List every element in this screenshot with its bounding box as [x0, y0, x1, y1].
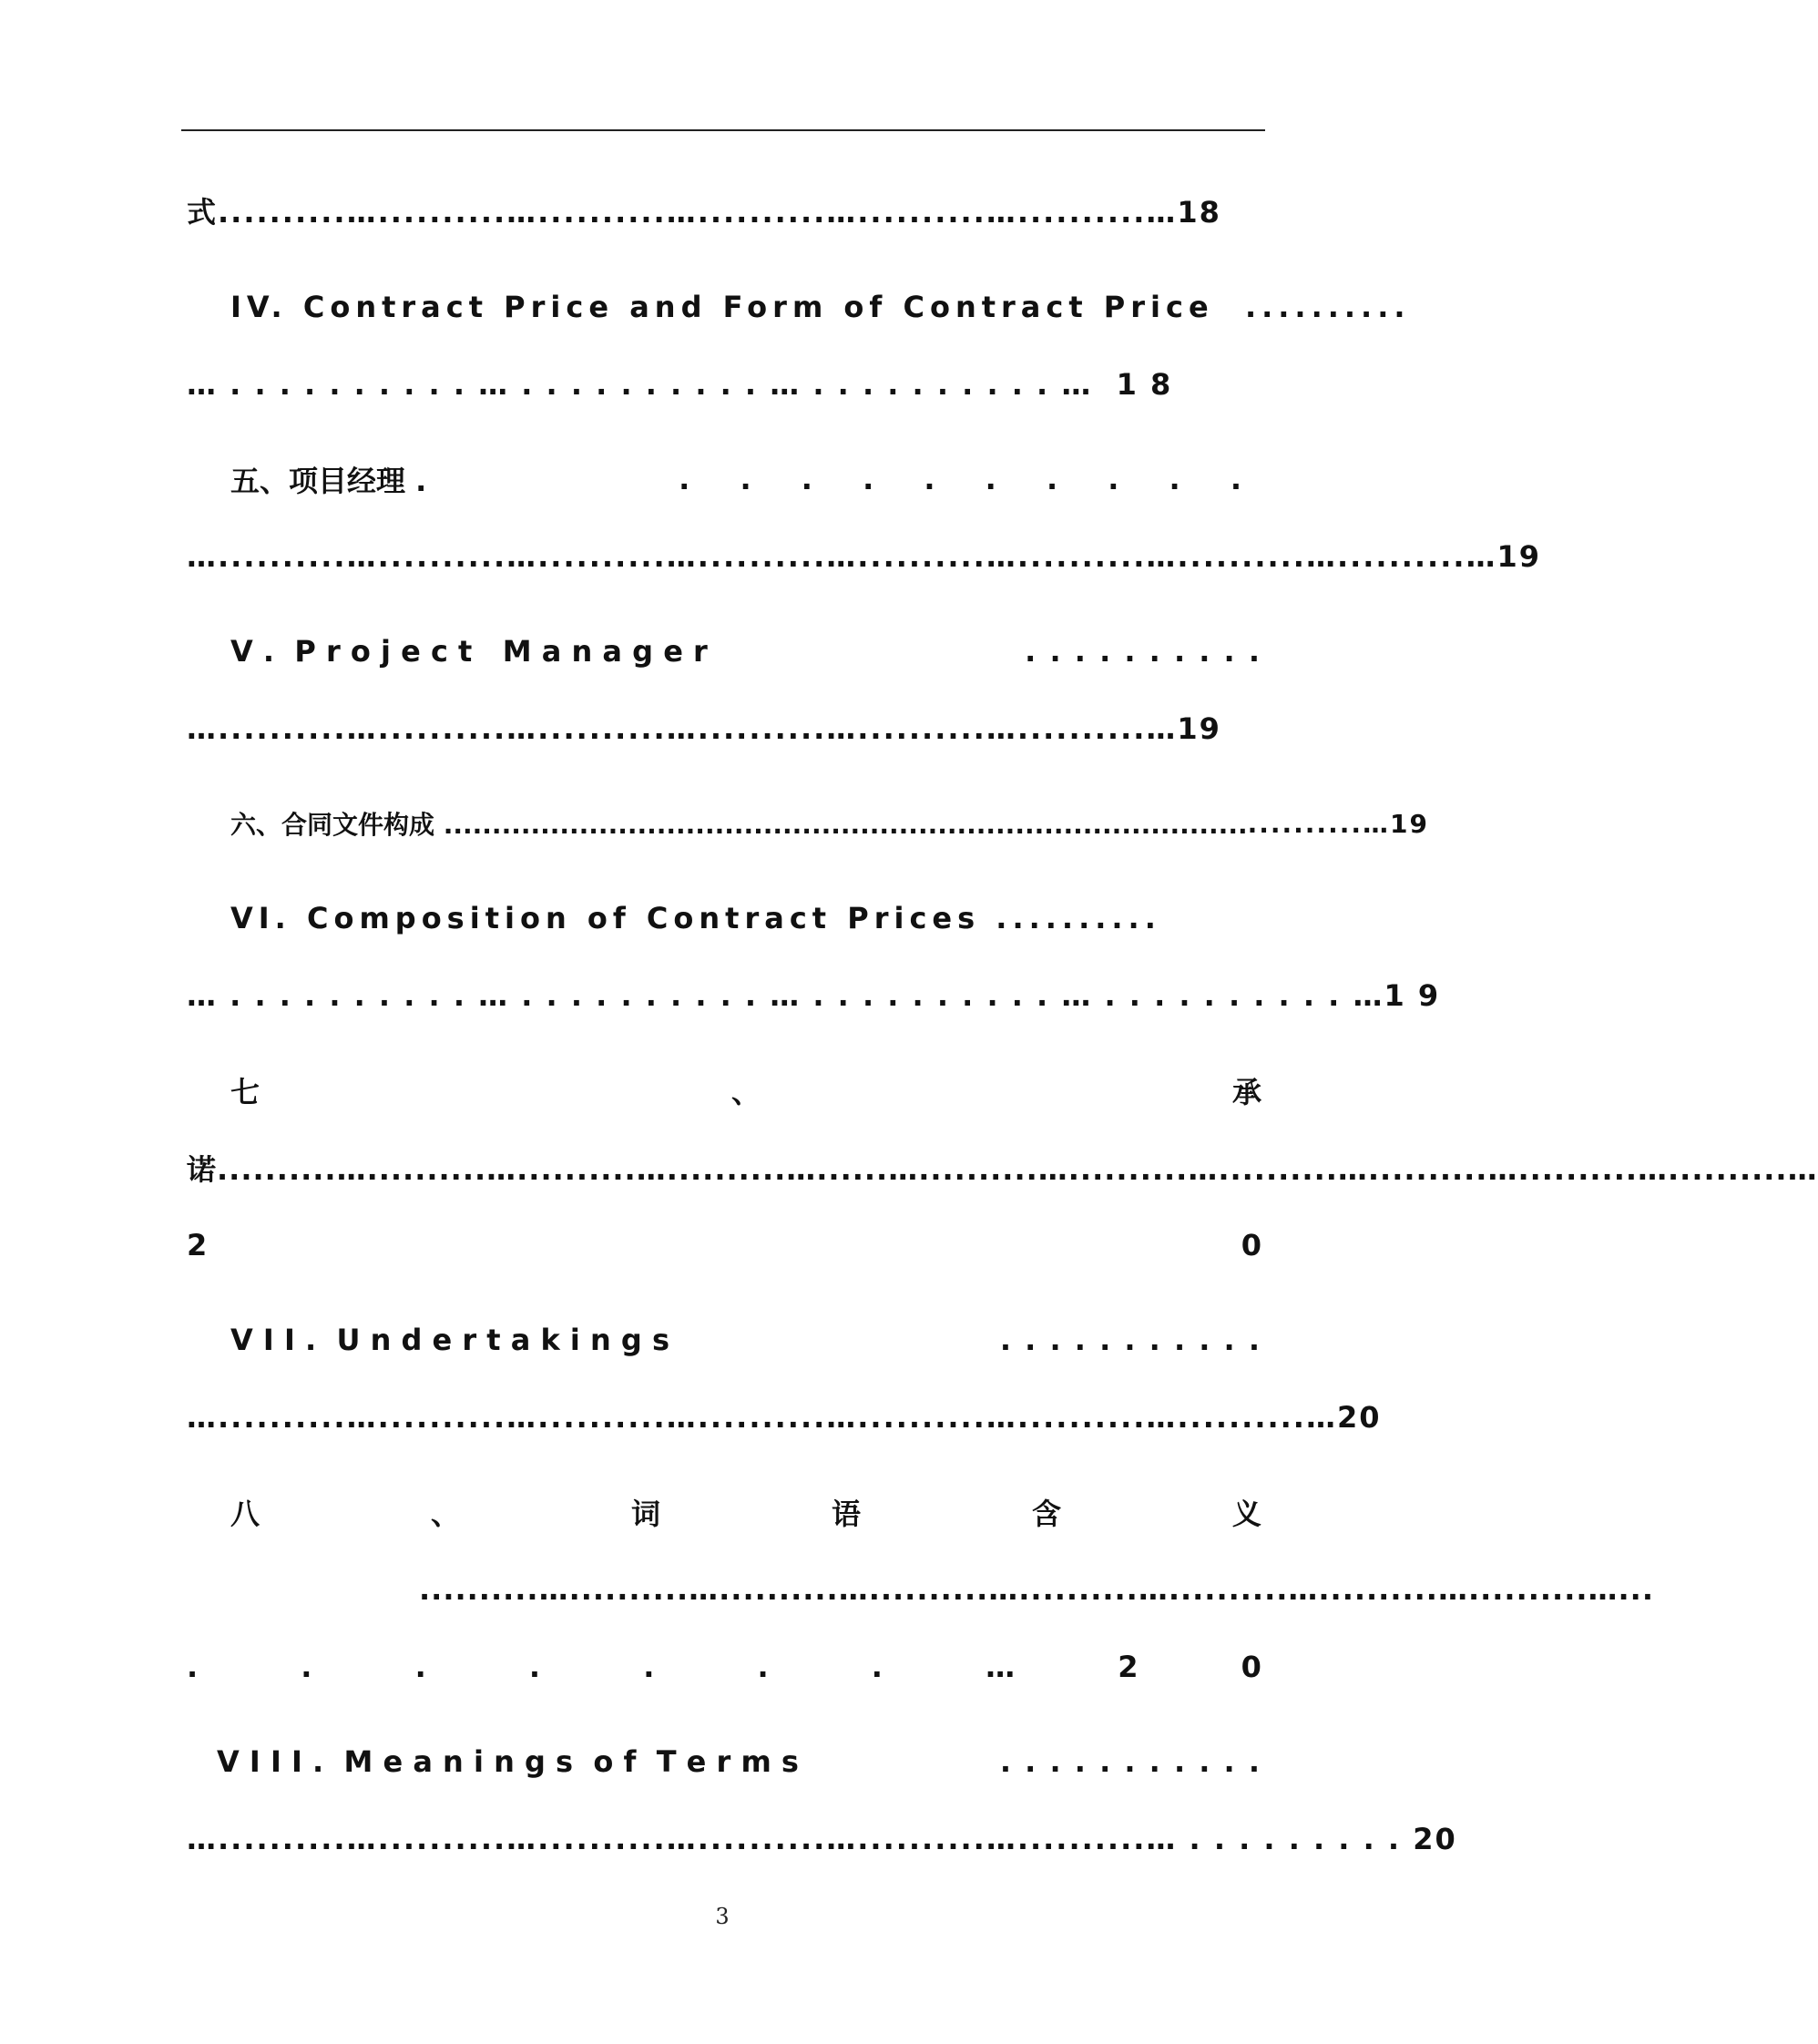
toc-leader-line — [187, 705, 1261, 752]
toc-entry-meanings-cn — [230, 1488, 1261, 1536]
toc-leader-dots: …..........…..........…..........…..........…..........…..........…..........… — [187, 1400, 1337, 1435]
toc-entry-undertakings-cn — [230, 1067, 1261, 1114]
toc-page-ref: 20 — [1336, 1400, 1382, 1435]
toc-char: 承 — [1231, 1075, 1261, 1109]
toc-dot: . — [301, 1650, 312, 1684]
toc-entry-title: V I I . U n d e r t a k i n g s — [230, 1323, 670, 1357]
toc-line-text: 式..........…..........…..........…..........…..........…..........…18 — [187, 195, 1221, 230]
toc-entry-project-manager-cn — [230, 455, 1261, 503]
toc-leader-line — [187, 972, 1441, 1019]
toc-page-digit: 0 — [1241, 1650, 1261, 1684]
toc-entry-title: V . P r o j e c t M a n a g e r — [230, 634, 708, 669]
toc-leader-line — [419, 1566, 1654, 1613]
toc-leader-dots: …..........…..........…..........…..........…..........…..........…..........…..........…19 — [187, 539, 1542, 574]
toc-entry-contract-price — [230, 283, 1411, 331]
toc-entry-title: 六、合同文件构成 ................................................................................... — [230, 810, 1248, 840]
toc-dot: . — [643, 1650, 655, 1684]
toc-leader-dots: . . . . . . . . . . . — [999, 1744, 1261, 1779]
toc-dot: . — [528, 1650, 541, 1684]
toc-char: 词 — [630, 1497, 660, 1531]
toc-dot: . — [871, 1650, 883, 1684]
header-rule — [181, 129, 1265, 131]
toc-entry-composition — [230, 894, 1261, 942]
toc-leader-dots: …..........…..........…..........…..........…..........…..........… . . . . . . . . . 20 — [187, 1822, 1457, 1856]
toc-leader-dots: 诺..........…..........…..........…..........…......…..........…..........…..........…..........…..........…..........… — [187, 1152, 1818, 1187]
toc-leader-line — [187, 361, 1261, 408]
toc-entry-title: VI. Composition of Contract Prices .......... — [230, 901, 1161, 935]
toc-leader-dots: ..........…..........…..........…..........…..........…..........…..........…..........…... — [419, 1572, 1654, 1607]
toc-char: 、 — [730, 1075, 761, 1109]
toc-leader-line — [187, 1815, 1457, 1863]
toc-leader-dots: … . . . . . . . . . . … . . . . . . . . . . … . . . . . . . . . . … 1 8 — [187, 367, 1173, 402]
toc-leader-dots: . . . . . . . . . . . — [999, 1323, 1261, 1357]
toc-page-digit: 2 — [187, 1228, 208, 1262]
toc-dot: . — [187, 1650, 199, 1684]
toc-page-digit: 0 — [1241, 1228, 1261, 1262]
toc-page-line — [187, 1643, 1261, 1691]
toc-entry-contract-documents — [230, 800, 1429, 847]
toc-leader-dots: . . . . . . . . . . — [679, 462, 1261, 496]
toc-leader-line — [187, 1394, 1382, 1441]
toc-entry-meanings-en — [217, 1738, 1261, 1785]
toc-page-ref: ..........…19 — [1247, 808, 1429, 839]
toc-ellipsis: … — [986, 1650, 1016, 1684]
toc-leader-dots: …..........…..........…..........…..........…..........…..........…19 — [187, 711, 1221, 746]
page-number: 3 — [715, 1904, 730, 1929]
toc-page-digit: 2 — [1118, 1650, 1139, 1684]
toc-leader-dots: . . . . . . . . . . — [1025, 634, 1261, 669]
toc-leader-line — [187, 533, 1542, 580]
toc-entry-title: IV. Contract Price and Form of Contract Price .......... — [230, 290, 1411, 324]
toc-char: 、 — [430, 1497, 460, 1531]
toc-char: 语 — [831, 1497, 861, 1531]
toc-char: 八 — [230, 1497, 260, 1531]
toc-char: 义 — [1231, 1497, 1261, 1531]
toc-dot: . — [414, 1650, 426, 1684]
toc-entry-title: 五、项目经理 . — [230, 464, 427, 498]
toc-dot: . — [757, 1650, 769, 1684]
toc-leader-dots: … . . . . . . . . . . … . . . . . . . . . . … . . . . . . . . . . … . . . . . . . . . . … — [187, 978, 1384, 1013]
toc-page-ref: 1 9 — [1384, 978, 1441, 1013]
toc-line-continuation — [187, 187, 1261, 234]
toc-leader-line — [187, 1144, 1818, 1191]
toc-entry-project-manager-en — [230, 628, 1261, 675]
toc-page-line — [187, 1221, 1261, 1269]
toc-char: 含 — [1031, 1497, 1061, 1531]
toc-entry-undertakings-en — [230, 1316, 1261, 1364]
toc-entry-title: V I I I . M e a n i n g s o f T e r m s — [217, 1744, 799, 1779]
toc-char: 七 — [230, 1075, 260, 1109]
